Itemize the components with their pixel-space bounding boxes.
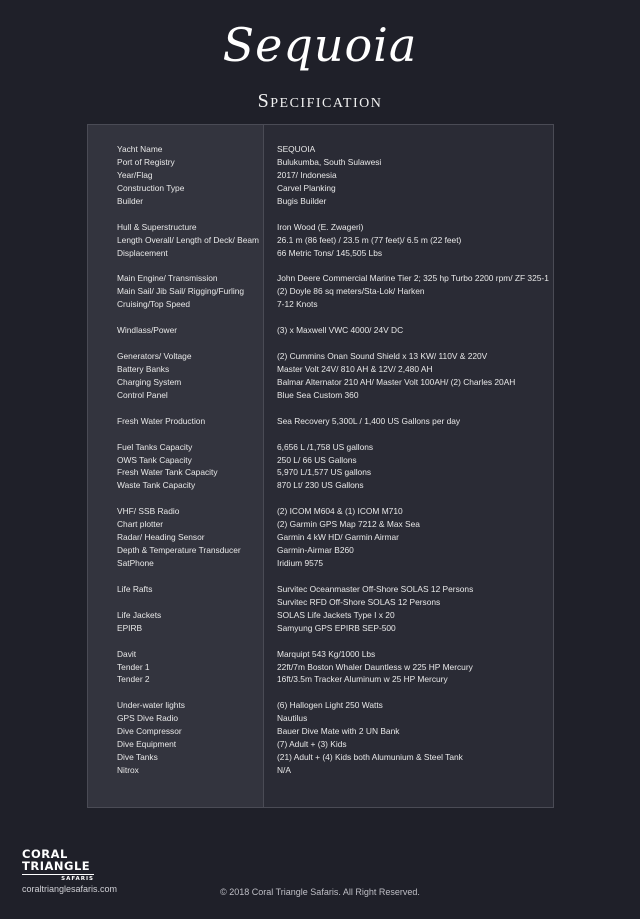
spec-value: (2) ICOM M604 & (1) ICOM M710 [277, 506, 403, 517]
spec-row [88, 285, 553, 298]
spec-label: Depth & Temperature Transducer [117, 545, 241, 556]
spec-row [88, 479, 553, 492]
spec-value: 16ft/3.5m Tracker Aluminum w 25 HP Mercury [277, 674, 448, 685]
spec-row [88, 311, 553, 324]
spec-label: Fresh Water Tank Capacity [117, 467, 218, 478]
page-subtitle: Specification [257, 90, 383, 112]
spec-value: Survitec RFD Off-Shore SOLAS 12 Persons [277, 596, 441, 607]
spec-label: Waste Tank Capacity [117, 480, 196, 491]
spec-value: Sea Recovery 5,300L / 1,400 US Gallons per day [277, 415, 461, 426]
spec-label: Dive Tanks [117, 752, 158, 763]
spec-row [88, 350, 553, 363]
spec-row [88, 402, 553, 415]
spec-row [88, 389, 553, 402]
spec-row [88, 376, 553, 389]
spec-row [88, 208, 553, 221]
spec-value: Iridium 9575 [277, 558, 324, 568]
spec-label: Life Jackets [117, 609, 162, 620]
spec-value: SOLAS Life Jackets Type I x 20 [277, 609, 395, 620]
spec-value: 7-12 Knots [277, 299, 318, 310]
spec-value: Garmin 4 kW HD/ Garmin Airmar [277, 532, 399, 543]
spec-row [88, 544, 553, 557]
spec-row [88, 712, 553, 725]
spec-label: Life Rafts [117, 583, 153, 594]
spec-row [88, 234, 553, 247]
spec-row [88, 441, 553, 454]
spec-row [88, 247, 553, 260]
spec-label: Builder [117, 195, 144, 206]
spec-row [88, 428, 553, 441]
spec-label: Fuel Tanks Capacity [117, 441, 193, 452]
spec-value: Nautilus [277, 713, 308, 724]
spec-row [88, 518, 553, 531]
spec-row [88, 143, 553, 156]
spec-label: Dive Equipment [117, 739, 177, 750]
page-title: Sequoia [222, 18, 418, 72]
spec-label: Tender 2 [117, 674, 150, 685]
spec-label: Construction Type [117, 182, 185, 193]
spec-label: Fresh Water Production [117, 415, 206, 426]
spec-row [88, 609, 553, 622]
spec-label: Cruising/Top Speed [117, 299, 191, 310]
spec-row [88, 751, 553, 764]
spec-value: 870 Lt/ 230 US Gallons [277, 480, 364, 491]
spec-value: 22ft/7m Boston Whaler Dauntless w 225 HP Mercury [277, 661, 473, 672]
spec-label: EPIRB [117, 622, 143, 633]
spec-value: Samyung GPS EPIRB SEP-500 [277, 622, 396, 633]
spec-label: Yacht Name [117, 144, 163, 154]
spec-value: (7) Adult + (3) Kids [277, 739, 347, 750]
spec-label: VHF/ SSB Radio [117, 506, 180, 517]
spec-value: Blue Sea Custom 360 [277, 389, 359, 400]
spec-row [88, 466, 553, 479]
spec-label: Under-water lights [117, 700, 185, 711]
spec-value: John Deere Commercial Marine Tier 2; 325 hp Turbo 2200 rpm/ ZF 325-1 [277, 273, 549, 284]
spec-value: (6) Hallogen Light 250 Watts [277, 700, 383, 711]
spec-label: GPS Dive Radio [117, 713, 178, 724]
spec-value: 6,656 L /1,758 US gallons [277, 441, 374, 452]
spec-label: Davit [117, 648, 137, 659]
spec-value: N/A [277, 765, 291, 775]
spec-value: Bulukumba, South Sulawesi [277, 156, 382, 167]
spec-value: (3) x Maxwell VWC 4000/ 24V DC [277, 325, 404, 336]
spec-row [88, 725, 553, 738]
spec-label: Main Sail/ Jib Sail/ Rigging/Furling [117, 286, 245, 297]
logo-line-coral: CORAL [22, 847, 68, 861]
spec-value: 2017/ Indonesia [277, 169, 337, 180]
spec-label: Main Engine/ Transmission [117, 273, 218, 284]
spec-row [88, 505, 553, 518]
spec-row [88, 648, 553, 661]
spec-label: Control Panel [117, 389, 168, 400]
spec-value: 5,970 L/1,577 US gallons [277, 467, 372, 478]
copyright-text: © 2018 Coral Triangle Safaris. All Right Reserved. [220, 887, 420, 897]
spec-value: Bauer Dive Mate with 2 UN Bank [277, 726, 400, 737]
spec-value: Garmin-Airmar B260 [277, 545, 354, 556]
spec-row [88, 298, 553, 311]
spec-row [88, 570, 553, 583]
spec-value: Iron Wood (E. Zwageri) [277, 221, 364, 232]
spec-row [88, 195, 553, 208]
spec-label: Year/Flag [117, 169, 153, 180]
spec-label: Dive Compressor [117, 726, 182, 737]
spec-row [88, 363, 553, 376]
spec-row [88, 661, 553, 674]
spec-label: SatPhone [117, 558, 154, 568]
logo-line-safaris: SAFARIS [61, 876, 94, 882]
spec-row [88, 337, 553, 350]
logo-divider [22, 874, 94, 875]
spec-label: Battery Banks [117, 363, 170, 374]
spec-value: SEQUOIA [277, 144, 316, 154]
spec-row [88, 557, 553, 570]
spec-value: 66 Metric Tons/ 145,505 Lbs [277, 247, 383, 258]
spec-row [88, 738, 553, 751]
spec-row [88, 156, 553, 169]
spec-row [88, 415, 553, 428]
spec-label: Radar/ Heading Sensor [117, 532, 205, 543]
spec-label: Length Overall/ Length of Deck/ Beam [117, 234, 259, 245]
spec-label: Nitrox [117, 765, 139, 775]
spec-value: (21) Adult + (4) Kids both Alumunium & Steel Tank [277, 752, 463, 763]
spec-label: Displacement [117, 247, 168, 258]
logo-line-triangle: TRIANGLE [22, 859, 91, 873]
website-link[interactable]: coraltrianglesafaris.com [22, 884, 118, 894]
spec-row [88, 635, 553, 648]
spec-label: Charging System [117, 376, 182, 387]
spec-row [88, 259, 553, 272]
spec-row [88, 622, 553, 635]
spec-label: Chart plotter [117, 519, 164, 530]
spec-label: Port of Registry [117, 156, 175, 167]
spec-label: Tender 1 [117, 661, 150, 672]
spec-row [88, 492, 553, 505]
spec-row [88, 596, 553, 609]
spec-row [88, 454, 553, 467]
spec-row [88, 531, 553, 544]
spec-row [88, 583, 553, 596]
spec-label: Hull & Superstructure [117, 221, 197, 232]
spec-row [88, 764, 553, 777]
spec-value: Master Volt 24V/ 810 AH & 12V/ 2,480 AH [277, 363, 433, 374]
spec-label: Generators/ Voltage [117, 351, 192, 361]
spec-value: Carvel Planking [277, 182, 336, 193]
spec-value: Survitec Oceanmaster Off-Shore SOLAS 12 Persons [277, 583, 474, 594]
spec-label: Windlass/Power [117, 325, 178, 336]
spec-row [88, 169, 553, 182]
spec-row [88, 324, 553, 337]
spec-rows [88, 143, 553, 777]
spec-table [87, 124, 554, 808]
spec-row [88, 221, 553, 234]
spec-row [88, 673, 553, 686]
spec-value: Bugis Builder [277, 195, 327, 206]
spec-value: Marquipt 543 Kg/1000 Lbs [277, 648, 376, 659]
spec-row [88, 272, 553, 285]
spec-row [88, 686, 553, 699]
spec-value: 26.1 m (86 feet) / 23.5 m (77 feet)/ 6.5 m (22 feet) [277, 234, 462, 245]
spec-value: (2) Cummins Onan Sound Shield x 13 KW/ 110V & 220V [277, 351, 488, 361]
spec-value: (2) Garmin GPS Map 7212 & Max Sea [277, 519, 420, 530]
spec-value: 250 L/ 66 US Gallons [277, 454, 357, 465]
spec-row [88, 699, 553, 712]
spec-value: Balmar Alternator 210 AH/ Master Volt 100AH/ (2) Charles 20AH [277, 376, 516, 387]
spec-row [88, 182, 553, 195]
spec-value: (2) Doyle 86 sq meters/Sta-Lok/ Harken [277, 286, 425, 297]
spec-label: OWS Tank Capacity [117, 454, 192, 465]
coral-triangle-logo [22, 848, 102, 882]
